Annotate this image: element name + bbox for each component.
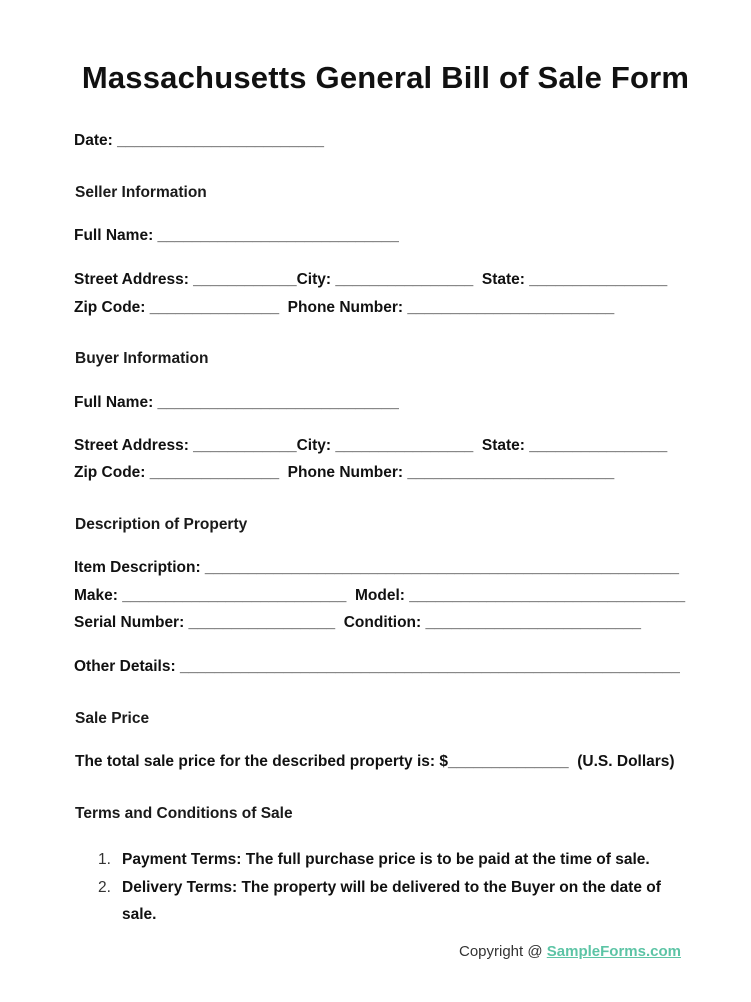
sale-price-line[interactable]: The total sale price for the described property is: $______________ (U.S. Dollars) — [75, 753, 675, 770]
seller-zip-phone-line[interactable]: Zip Code: _______________ Phone Number: ________________________ — [74, 299, 615, 316]
seller-address-line[interactable]: Street Address: ____________City: ________________ State: ________________ — [74, 271, 668, 288]
terms-heading: Terms and Conditions of Sale — [75, 805, 293, 822]
page-title: Massachusetts General Bill of Sale Form — [81, 60, 690, 95]
seller-information-heading: Seller Information — [75, 184, 207, 201]
property-description-heading: Description of Property — [75, 516, 248, 533]
serial-condition-line[interactable]: Serial Number: _________________ Condition: _________________________ — [74, 614, 642, 631]
list-number: 2. — [98, 878, 111, 896]
list-item — [98, 874, 698, 929]
copyright-footer — [459, 942, 681, 962]
payment-terms-text: Payment Terms: The full purchase price is to be paid at the time of sale. — [122, 851, 650, 868]
other-details-line[interactable]: Other Details: __________________________________________________________ — [74, 658, 680, 675]
make-model-line[interactable]: Make: __________________________ Model: ________________________________ — [74, 587, 686, 604]
buyer-address-line[interactable]: Street Address: ____________City: ________________ State: ________________ — [74, 437, 668, 454]
seller-full-name-line[interactable]: Full Name: ____________________________ — [74, 227, 399, 244]
terms-list — [98, 846, 698, 929]
brand-link[interactable]: SampleForms.com — [546, 943, 681, 960]
copyright-prefix: Copyright @ — [459, 943, 547, 960]
date-line[interactable]: Date: ________________________ — [74, 132, 324, 149]
sale-price-heading: Sale Price — [75, 710, 150, 727]
list-item — [98, 846, 698, 874]
buyer-full-name-line[interactable]: Full Name: ____________________________ — [74, 394, 399, 411]
item-description-line[interactable]: Item Description: _______________________________________________________ — [74, 559, 680, 576]
buyer-zip-phone-line[interactable]: Zip Code: _______________ Phone Number: ________________________ — [74, 464, 615, 481]
buyer-information-heading: Buyer Information — [75, 350, 209, 367]
list-number: 1. — [98, 851, 111, 868]
delivery-terms-text: Delivery Terms: The property will be delivered to the Buyer on the date of sale. — [122, 878, 661, 923]
